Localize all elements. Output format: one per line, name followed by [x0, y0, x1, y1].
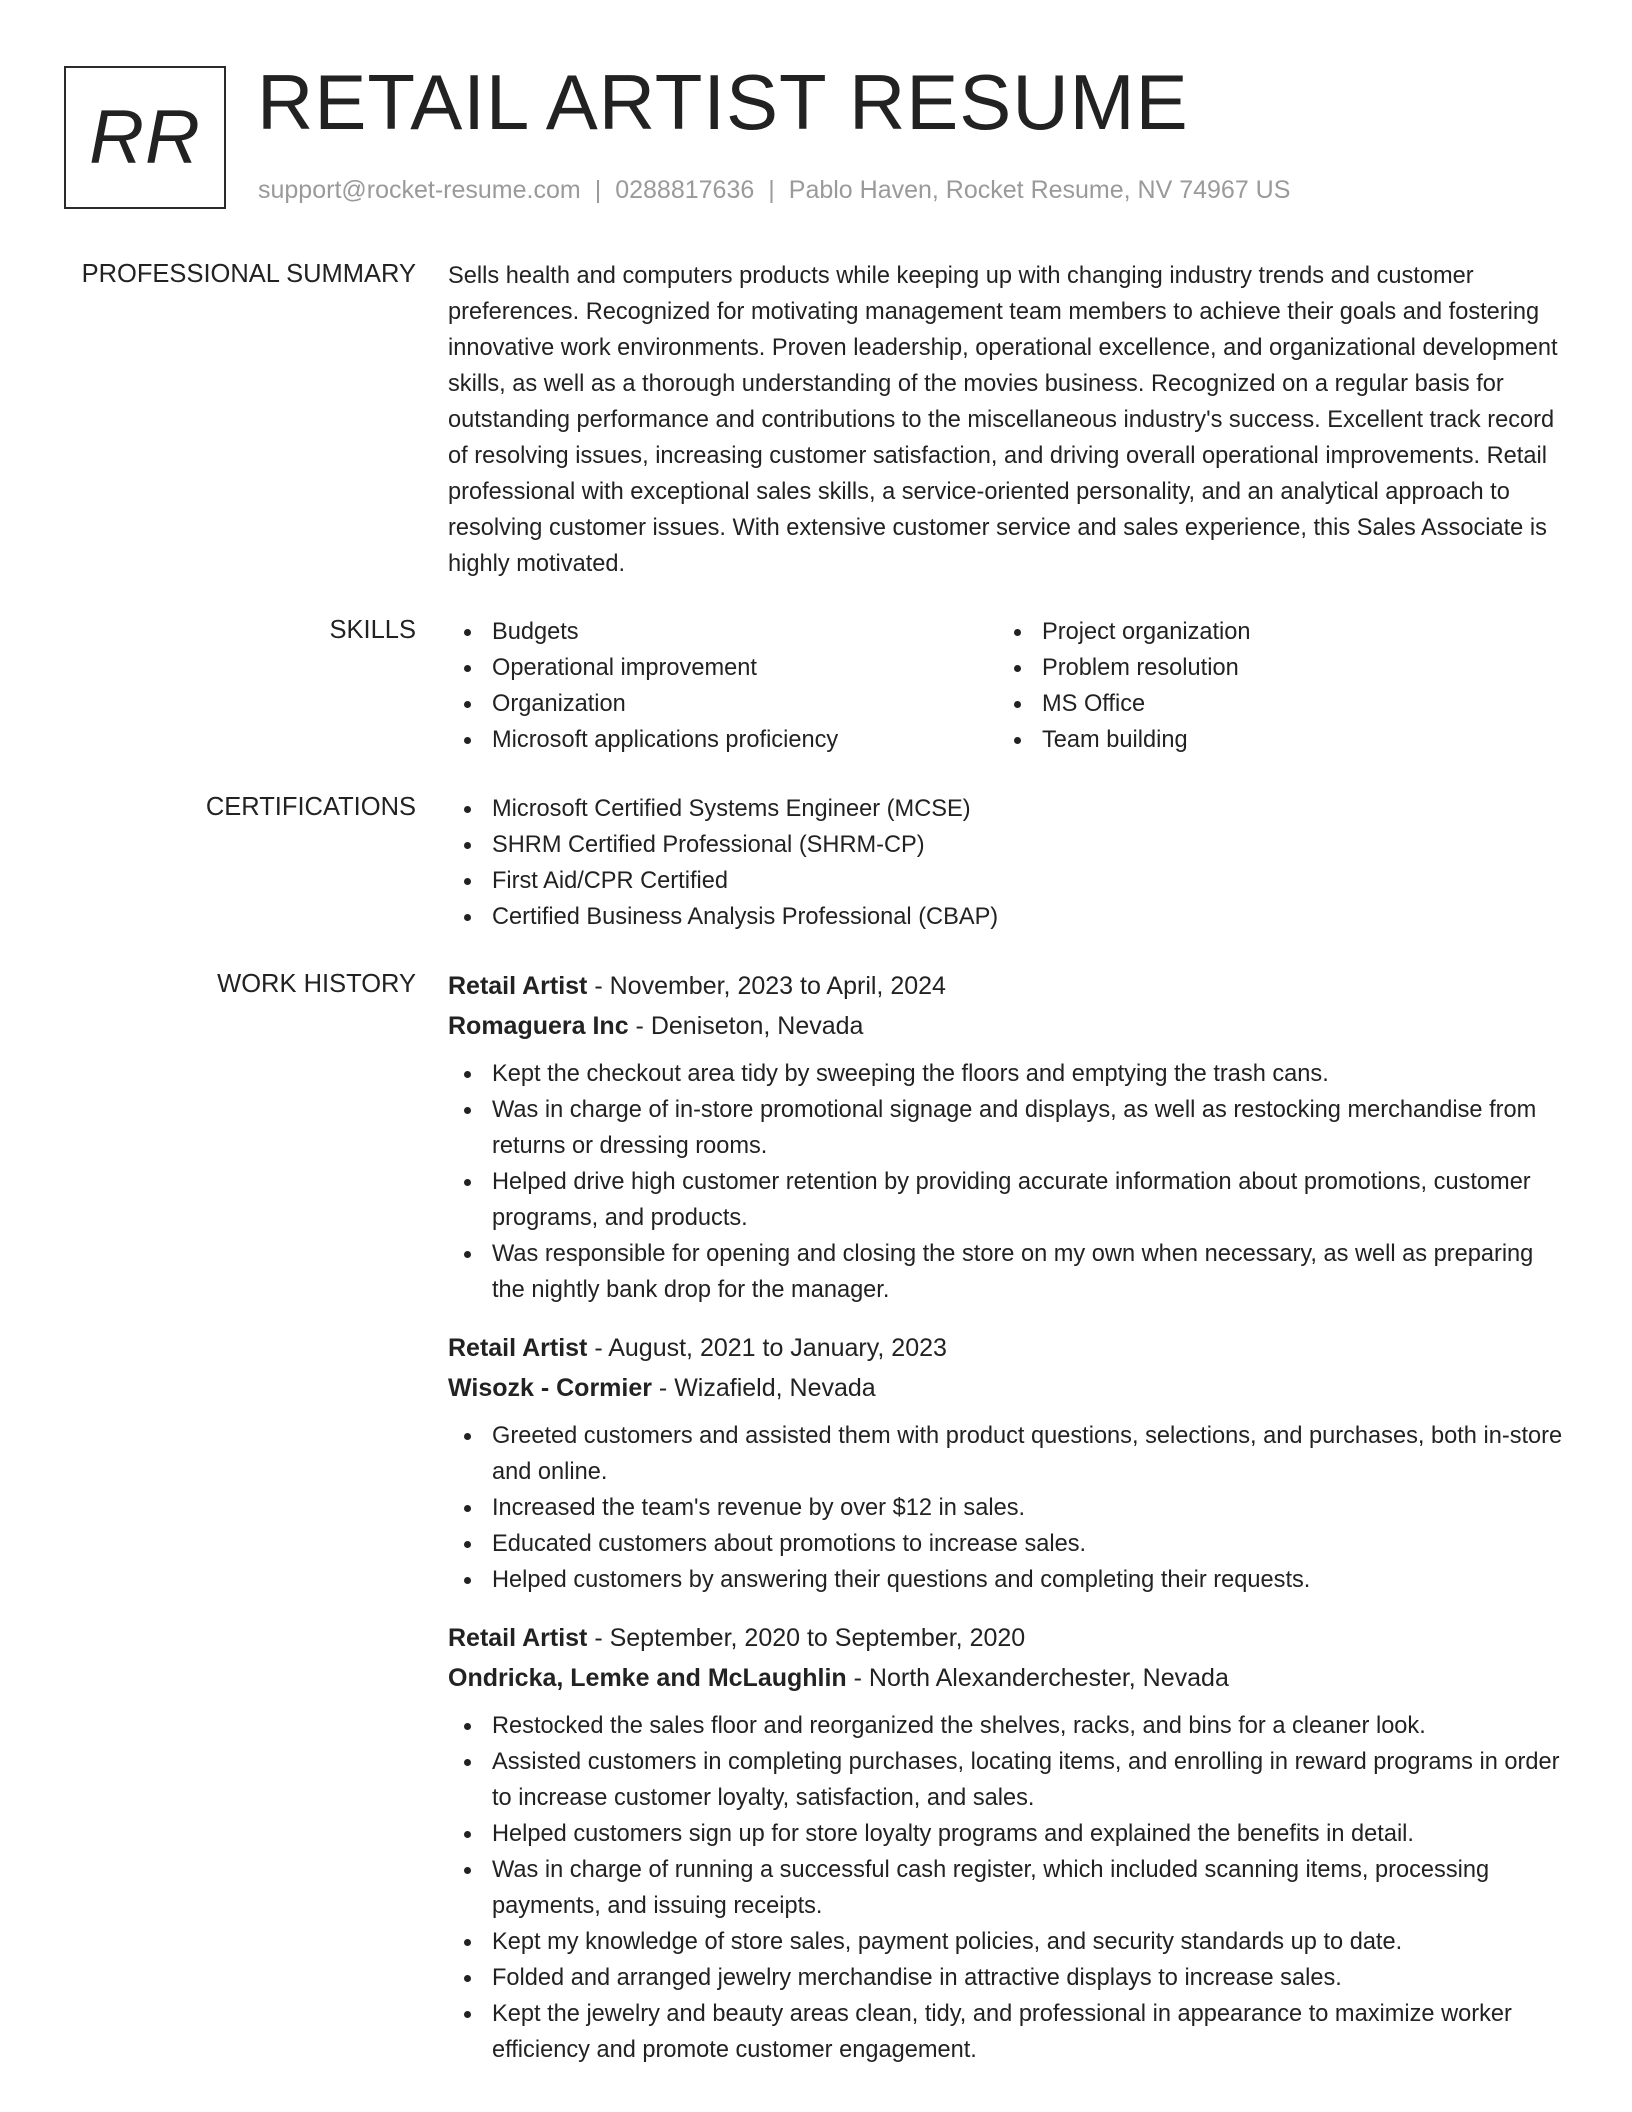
certification-item: First Aid/CPR Certified — [448, 863, 1568, 899]
skill-item: Organization — [448, 686, 998, 722]
job-location: - Deniseton, Nevada — [628, 1012, 864, 1040]
job-duties-list — [448, 1418, 1568, 1598]
monogram-logo — [64, 66, 226, 209]
job-dates: - August, 2021 to January, 2023 — [587, 1334, 947, 1362]
job-dates: - September, 2020 to September, 2020 — [587, 1624, 1026, 1652]
job-title-line — [448, 1328, 1568, 1368]
job-duties-list — [448, 1056, 1568, 1308]
certification-item: Microsoft Certified Systems Engineer (MCSE) — [448, 791, 1568, 827]
certifications-heading: CERTIFICATIONS — [205, 793, 416, 821]
job-duty: Was in charge of in-store promotional signage and displays, as well as restocking merchandise from returns or dressing rooms. — [448, 1092, 1568, 1164]
job-duty: Greeted customers and assisted them with product questions, selections, and purchases, both in-store and online. — [448, 1418, 1568, 1490]
job-entry — [448, 966, 1568, 1308]
job-duty: Helped customers sign up for store loyalty programs and explained the benefits in detail. — [448, 1816, 1568, 1852]
job-dates: - November, 2023 to April, 2024 — [587, 972, 946, 1000]
job-title: Retail Artist — [448, 1624, 588, 1652]
resume-title: RETAIL ARTIST RESUME — [257, 58, 1189, 146]
certification-item: SHRM Certified Professional (SHRM-CP) — [448, 827, 1568, 863]
job-company: Ondricka, Lemke and McLaughlin — [448, 1664, 847, 1692]
job-company-line — [448, 1006, 1568, 1046]
job-duty: Was responsible for opening and closing the store on my own when necessary, as well as preparing the nightly bank drop for the manager. — [448, 1236, 1568, 1308]
certifications-list — [448, 791, 1568, 935]
job-duties-list — [448, 1708, 1568, 2068]
skill-item: Project organization — [998, 614, 1548, 650]
skills-heading: SKILLS — [329, 616, 416, 644]
contact-separator: | — [768, 176, 775, 204]
initials: RR — [89, 95, 201, 180]
job-title-line — [448, 966, 1568, 1006]
skill-item: Microsoft applications proficiency — [448, 722, 998, 758]
work-history-heading: WORK HISTORY — [217, 970, 416, 998]
skills-list-left — [448, 614, 998, 758]
job-entry — [448, 1328, 1568, 1598]
contact-line — [258, 176, 1290, 205]
summary-heading: PROFESSIONAL SUMMARY — [81, 260, 416, 288]
job-duty: Restocked the sales floor and reorganized the shelves, racks, and bins for a cleaner look. — [448, 1708, 1568, 1744]
summary-text: Sells health and computers products while keeping up with changing industry trends and customer preferences. Recognized for motivating management team members to achieve their goals and fostering innovative work environments. Proven leadership, operational excellence, and organizational development skills, as well as a thorough understanding of the movies business. Recognized on a regular basis for outstanding performance and contributions to the miscellaneous industry's success. Excellent track record of resolving issues, increasing customer satisfaction, and driving overall operational improvements. Retail professional with exceptional sales skills, a service-oriented personality, and an analytical approach to resolving customer issues. With extensive customer service and sales experience, this Sales Associate is highly motivated. — [448, 263, 1558, 577]
job-company: Wisozk - Cormier — [448, 1374, 652, 1402]
skill-item: Budgets — [448, 614, 998, 650]
job-company-line — [448, 1368, 1568, 1408]
job-duty: Helped customers by answering their questions and completing their requests. — [448, 1562, 1568, 1598]
skills-list-right — [998, 614, 1548, 758]
job-title: Retail Artist — [448, 972, 588, 1000]
certification-item: Certified Business Analysis Professional (CBAP) — [448, 899, 1568, 935]
job-duty: Kept my knowledge of store sales, payment policies, and security standards up to date. — [448, 1924, 1568, 1960]
contact-email: support@rocket-resume.com — [258, 176, 581, 204]
job-duty: Kept the checkout area tidy by sweeping the floors and emptying the trash cans. — [448, 1056, 1568, 1092]
job-duty: Increased the team's revenue by over $12 in sales. — [448, 1490, 1568, 1526]
contact-phone: 0288817636 — [615, 176, 755, 204]
skill-item: Problem resolution — [998, 650, 1548, 686]
job-duty: Kept the jewelry and beauty areas clean, tidy, and professional in appearance to maximize worker efficiency and promote customer engagement. — [448, 1996, 1568, 2068]
job-title: Retail Artist — [448, 1334, 588, 1362]
job-location: - Wizafield, Nevada — [651, 1374, 876, 1402]
contact-separator: | — [594, 176, 602, 204]
skill-item: Operational improvement — [448, 650, 998, 686]
skill-item: Team building — [998, 722, 1548, 758]
job-company-line — [448, 1658, 1568, 1698]
job-location: - North Alexanderchester, Nevada — [846, 1664, 1229, 1692]
job-duty: Helped drive high customer retention by providing accurate information about promotions, customer programs, and products. — [448, 1164, 1568, 1236]
job-company: Romaguera Inc — [448, 1012, 629, 1040]
job-duty: Educated customers about promotions to increase sales. — [448, 1526, 1568, 1562]
skill-item: MS Office — [998, 686, 1548, 722]
job-duty: Assisted customers in completing purchases, locating items, and enrolling in reward programs in order to increase customer loyalty, satisfaction, and sales. — [448, 1744, 1568, 1816]
job-title-line — [448, 1618, 1568, 1658]
contact-address: Pablo Haven, Rocket Resume, NV 74967 US — [788, 176, 1291, 204]
job-duty: Folded and arranged jewelry merchandise in attractive displays to increase sales. — [448, 1960, 1568, 1996]
job-duty: Was in charge of running a successful cash register, which included scanning items, processing payments, and issuing receipts. — [448, 1852, 1568, 1924]
job-entry — [448, 1618, 1568, 2068]
